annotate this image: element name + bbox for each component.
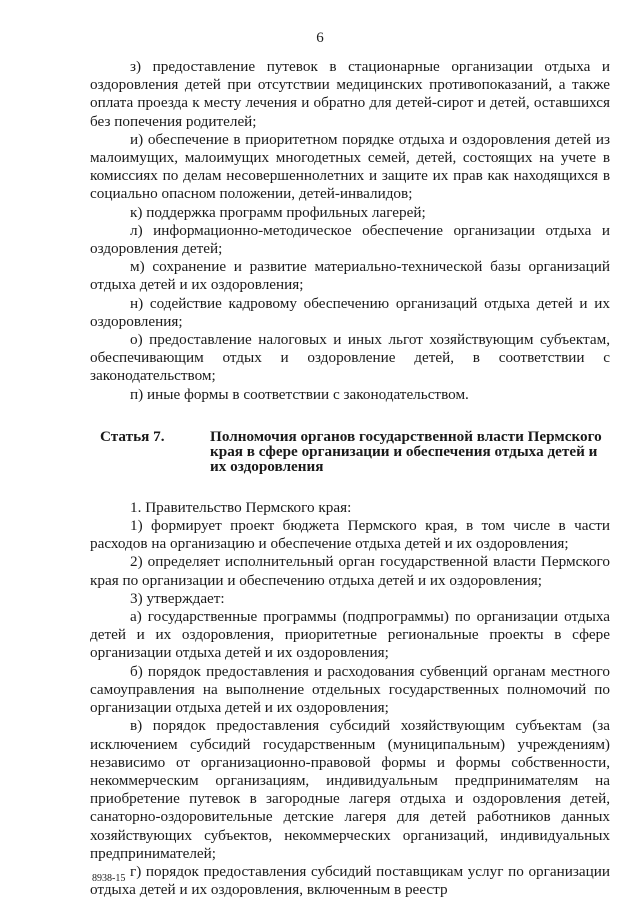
item-3: 3) утверждает:: [130, 589, 225, 607]
document-body: [90, 58, 610, 899]
item-2: 2) определяет исполнительный орган государственной власти Пермского края по организации и обеспечению отдыха детей и их оздоровления;: [90, 553, 610, 589]
article-number: Статья 7.: [100, 427, 165, 445]
subitem-a: а) государственные программы (подпрограммы) по организации отдыха детей и их оздоровления, приоритетные региональные проекты в сфере организации отдыха детей и их оздоровления;: [90, 608, 610, 662]
paragraph-z: з) предоставление путевок в стационарные организации отдыха и оздоровления детей при отсутствии медицинских противопоказаний, а также оплата проезда к месту лечения и обратно для детей-сирот и детей, оставшихся без попечения родителей;: [90, 58, 610, 130]
subitem-v: в) порядок предоставления субсидий хозяйствующим субъектам (за исключением субсидий государственным (муниципальным) учреждениям) независимо от организационно-правовой формы и формы собственности, некоммерческим организациям, индивидуальным предпринимателям на приобретение путевок в загородные лагеря отдыха и оздоровления детей, санаторно-оздоровительные детские лагеря для детей работников данных хозяйствующих субъектов, некоммерческих организаций, индивидуальных предпринимателей;: [90, 717, 610, 862]
paragraph-p: п) иные формы в соответствии с законодательством.: [130, 385, 469, 403]
article-heading: [90, 429, 610, 474]
clause-1: 1. Правительство Пермского края:: [130, 498, 352, 516]
paragraph-i: и) обеспечение в приоритетном порядке отдыха и оздоровления детей из малоимущих, малоимущих многодетных семей, детей, состоящих на учете в комиссиях по делам несовершеннолетних и защите их прав как находящихся в социально опасном положении, детей-инвалидов;: [90, 130, 610, 203]
paragraph-l: л) информационно-методическое обеспечение организации отдыха и оздоровления детей;: [90, 221, 610, 258]
article-title: Полномочия органов государственной власти Пермского края в сфере организации и обеспечения отдыха детей и их оздоровления: [210, 427, 602, 475]
subitem-g: г) порядок предоставления субсидий поставщикам услуг по организации отдыха детей и их оздоровления, включенным в реестр: [90, 862, 610, 899]
page-number: 6: [316, 30, 324, 46]
footer-code: 8938-15: [92, 873, 126, 884]
paragraph-o: о) предоставление налоговых и иных льгот хозяйствующим субъектам, обеспечивающим отдых и оздоровление детей, в соответствии с законодательством;: [90, 331, 610, 385]
subitem-b: б) порядок предоставления и расходования субвенций органам местного самоуправления на выполнение отдельных государственных полномочий по организации отдыха детей и их оздоровления;: [90, 662, 610, 717]
paragraph-n: н) содействие кадровому обеспечению организаций отдыха детей и их оздоровления;: [90, 294, 610, 330]
item-1: 1) формирует проект бюджета Пермского края, в том числе в части расходов на организацию и обеспечение отдыха детей и их оздоровления;: [90, 517, 610, 553]
paragraph-k: к) поддержка программ профильных лагерей;: [130, 203, 426, 221]
paragraph-m: м) сохранение и развитие материально-технической базы организаций отдыха детей и их оздоровления;: [90, 258, 610, 294]
